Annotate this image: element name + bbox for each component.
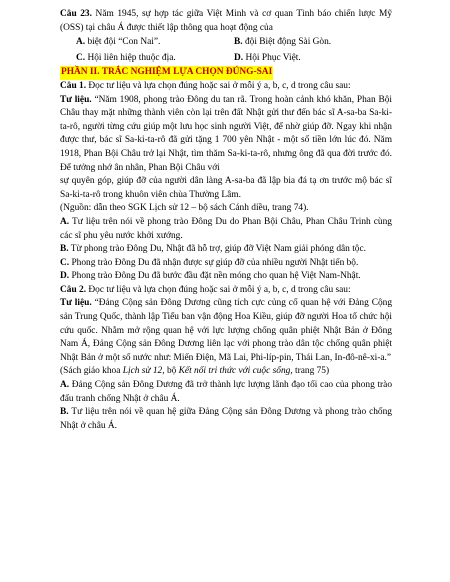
statement-text: Phong trào Đông Du đã nhận được sự giúp đỡ của nhiều người Nhật tiến bộ. xyxy=(71,257,359,268)
statement-text: Đảng Cộng sản Đông Dương đã trở thành lực lượng lãnh đạo tối cao của phong trào đấu tranh chống Nhật ở châu Á. xyxy=(60,380,393,404)
option-key: A. xyxy=(76,37,86,48)
statement-key: D. xyxy=(60,271,70,282)
source-paragraph-continued xyxy=(60,175,392,202)
instruction-text: Đọc tư liệu và lựa chọn đúng hoặc sai ở mỗi ý a, b, c, d trong câu sau: xyxy=(88,284,351,295)
option-b[interactable] xyxy=(234,36,392,50)
option-a[interactable] xyxy=(76,36,234,50)
source-label: Tư liệu. xyxy=(60,298,92,309)
statement-c[interactable] xyxy=(60,257,392,271)
citation-series: Kết nối tri thức với cuộc sống xyxy=(178,366,291,377)
statement-key: C. xyxy=(60,257,70,268)
statement-key: B. xyxy=(60,244,69,255)
statement-text: Tư liệu trên nói về quan hệ giữa Đảng Cộng sản Đông Dương và phong trào chống Nhật ở châu Á. xyxy=(60,407,392,431)
question-text: Năm 1945, sự hợp tác giữa Việt Minh và cơ quan Tình báo chiến lược Mỹ (OSS) tại châu Á được thiết lập thông qua hoạt động của xyxy=(60,9,393,33)
source-text: “Đảng Cộng sản Đông Dương cũng tích cực củng cố quan hệ với Đảng Cộng sản Trung Quốc, thành lập Tiểu ban vận động Hoa Kiều, giúp đỡ người Hoa tổ chức hội cứu quốc. Nhằm mở rộng quan hệ với lực lượng chống quân phiệt Nhật Bản ở Đông Nam Á, Đảng Cộng sản Đông Dương liên lạc với phong trào dân tộc chống quân phiệt Nhật Bản ở một số nước như: Miến Điện, Mã Lai, Phi-líp-pin, Thái Lan, In-đô-nê-xi-a.” xyxy=(60,298,393,363)
question-23 xyxy=(60,8,392,35)
question-2-instruction xyxy=(60,284,392,298)
statement-key: B. xyxy=(60,407,69,418)
option-key: B. xyxy=(234,37,243,48)
citation-mid: , bộ xyxy=(162,366,179,377)
question-label: Câu 1. xyxy=(60,80,87,91)
statement-d[interactable] xyxy=(60,270,392,284)
source-text: “Năm 1908, phong trào Đông du tan rã. Trong hoàn cảnh khó khăn, Phan Bội Châu thay mặt những thành viên còn lại trên đất Nhật gửi thư đến bác sĩ A-sa-ba Sa-ki-ta-rô, người từng cứu giúp một lưu học sinh người Việt, để nhờ giúp đỡ. Ngay khi nhận được thư, bác sĩ Sa-ki-ta-rô đã gửi tặng 1 700 yên Nhật - một số tiền lớn lúc đó. Năm 1918, Phan Bội Châu trở lại Nhật, tìm thăm Sa-ki-ta-rô, nhưng ông đã qua đời trước đó. Để tưởng nhớ ân nhân, Phan Bội Châu với xyxy=(60,94,393,173)
option-text: Hội Phục Việt. xyxy=(245,52,301,63)
citation-book: Lịch sử 12 xyxy=(122,366,163,377)
statement-text: Tư liệu trên nói về phong trào Đông Du do Phan Bội Châu, Phan Châu Trinh cùng các sĩ phu yêu nước khởi xướng. xyxy=(60,216,392,241)
option-key: D. xyxy=(234,52,244,63)
option-d[interactable] xyxy=(234,52,392,66)
instruction-text: Đọc tư liệu và lựa chọn đúng hoặc sai ở mỗi ý a, b, c, d trong câu sau: xyxy=(88,80,351,91)
section-heading xyxy=(60,66,392,80)
section-title: PHẦN II. TRẮC NGHIỆM LỰA CHỌN ĐÚNG-SAI xyxy=(60,66,273,80)
question-label: Câu 2. xyxy=(60,284,87,295)
option-text: Hội liên hiệp thuộc địa. xyxy=(87,52,176,63)
option-c[interactable] xyxy=(76,52,234,66)
answer-options xyxy=(60,35,392,66)
option-text: biệt đội “Con Nai”. xyxy=(87,37,161,48)
source-label: Tư liệu. xyxy=(60,94,92,105)
citation-suffix: , trang 75) xyxy=(290,366,330,377)
question-label: Câu 23. xyxy=(60,9,92,19)
source-paragraph xyxy=(60,94,392,176)
statement-text: Từ phong trào Đông Du, Nhật đã hỗ trợ, giúp đỡ Việt Nam giải phóng dân tộc. xyxy=(70,244,366,255)
statement-b[interactable] xyxy=(60,243,392,257)
source-text: sự quyên góp, giúp đỡ của người dân làng A-sa-ba đã lập bia đá tạ ơn trước mộ bác sĩ Sa-ki-ta-rô trong khuôn viên chùa Thường Lâm. xyxy=(60,176,392,200)
statement-a[interactable] xyxy=(60,216,392,243)
option-text: đội Biệt động Sài Gòn. xyxy=(244,37,332,48)
statement-text: Phong trào Đông Du đã bước đầu đặt nền móng cho quan hệ Việt Nam-Nhật. xyxy=(71,271,361,282)
question-1-instruction xyxy=(60,80,392,94)
citation-text: (Nguồn: dẫn theo SGK Lịch sử 12 – bộ sách Cánh diều, trang 74). xyxy=(60,203,309,214)
citation xyxy=(60,202,392,216)
citation xyxy=(60,365,392,379)
statement-key: A. xyxy=(60,216,70,227)
option-key: C. xyxy=(76,52,86,63)
source-paragraph xyxy=(60,297,392,365)
statement-a[interactable] xyxy=(60,379,392,406)
statement-key: A. xyxy=(60,380,70,391)
citation-prefix: (Sách giáo khoa xyxy=(60,366,123,377)
statement-b[interactable] xyxy=(60,406,392,433)
